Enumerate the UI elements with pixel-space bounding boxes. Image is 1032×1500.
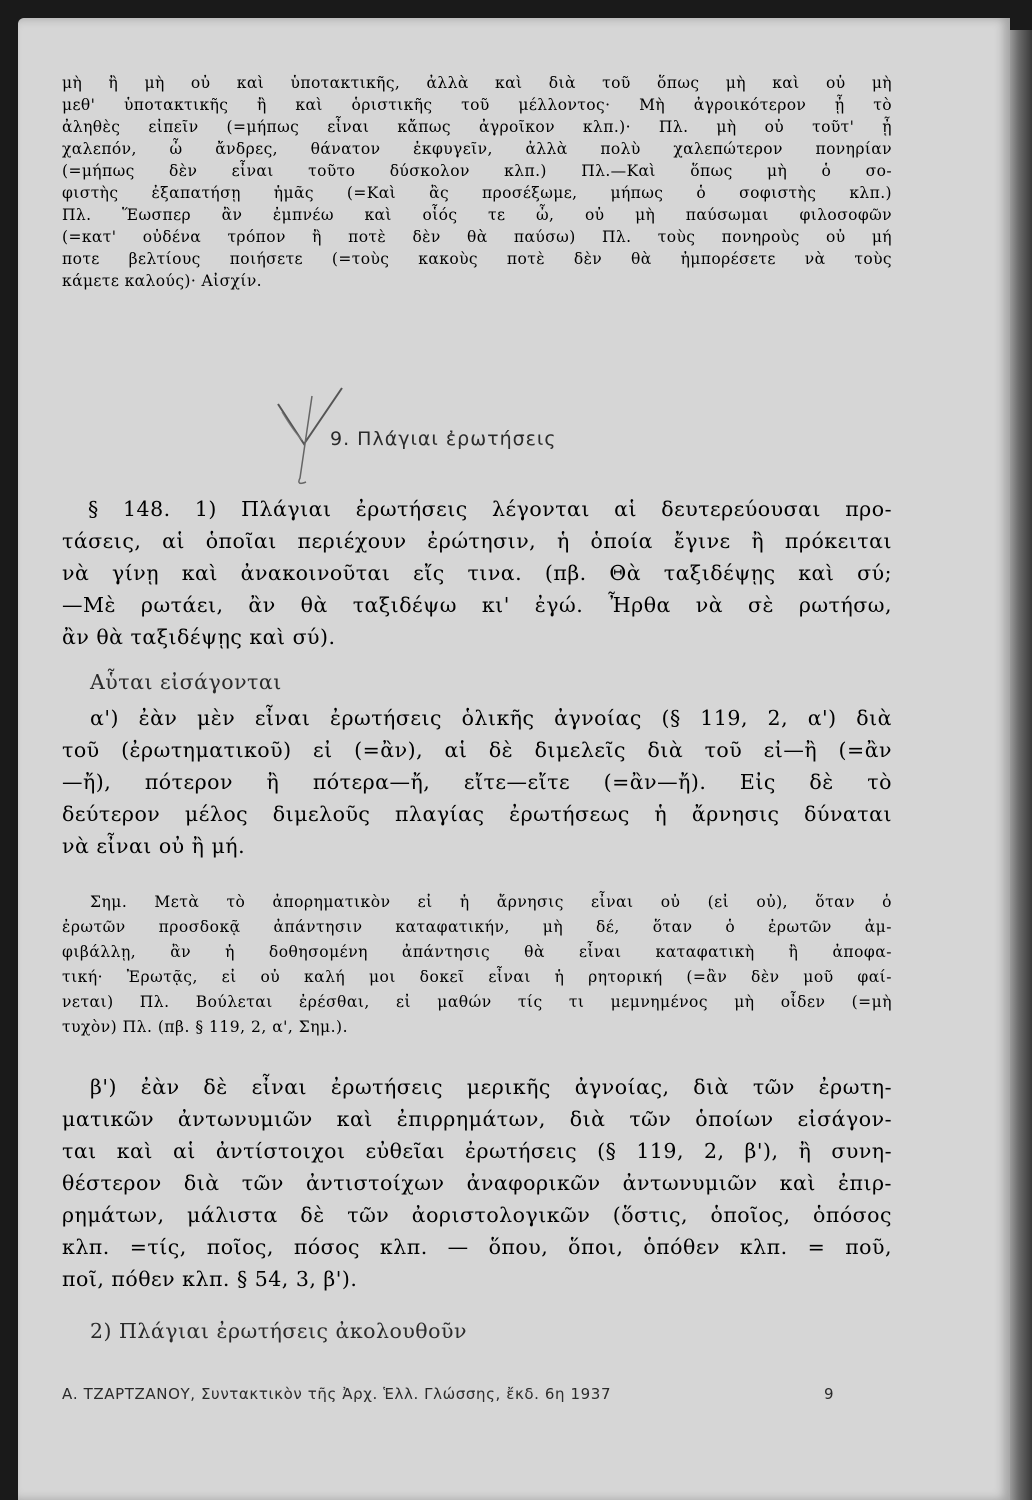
text-line: ποῖ, πόθεν κλπ. § 54, 3, β'). [62,1267,358,1291]
section-148-paragraph [62,493,892,653]
text-line: Σημ. Μετὰ τὸ ἀπορηματικὸν εἰ ἡ ἄρνησις εἶναι οὐ (εἰ οὐ), ὅταν ὁ [90,893,892,911]
text-line: ται καὶ αἱ ἀντίστοιχοι εὐθεῖαι ἐρωτήσεις (§ 119, 2, β'), ἢ συνη- [62,1139,892,1163]
intro-line: Αὗται εἰσάγονται [90,670,282,694]
top-paragraph [62,72,892,292]
text-line: μεθ' ὑποτακτικῆς ἢ καὶ ὁριστικῆς τοῦ μέλλοντος· Μὴ ἀγροικότερον ᾖ τὸ [62,96,892,114]
point-a-paragraph [62,702,892,862]
text-line: φιστὴς ἐξαπατήσῃ ἡμᾶς (=Καὶ ἂς προσέξωμε, μήπως ὁ σοφιστὴς κλπ.) [62,184,892,202]
text-line: τάσεις, αἱ ὁποῖαι περιέχουν ἐρώτησιν, ἡ ὁποία ἔγινε ἢ πρόκειται [62,529,892,553]
text-line: β') ἐὰν δὲ εἶναι ἐρωτήσεις μερικῆς ἀγνοίας, διὰ τῶν ἐρωτη- [90,1075,892,1099]
text-line: (=μήπως δὲν εἶναι τοῦτο δύσκολον κλπ.) Πλ.—Καὶ ὅπως μὴ ὁ σο- [62,162,892,180]
text-line: α') ἐὰν μὲν εἶναι ἐρωτήσεις ὁλικῆς ἀγνοίας (§ 119, 2, α') διὰ [90,706,892,730]
point-b-paragraph [62,1071,892,1295]
text-line: (=κατ' οὐδένα τρόπον ἢ ποτὲ δὲν θὰ παύσω) Πλ. τοὺς πονηροὺς οὐ μή [62,228,892,246]
text-line: —Μὲ ρωτάει, ἂν θὰ ταξιδέψω κι' ἐγώ. Ἦρθα νὰ σὲ ρωτήσω, [62,593,892,617]
page-edge [1010,30,1032,1500]
text-line: νεται) Πλ. Βούλεται ἐρέσθαι, εἰ μαθών τίς τι μεμνημένος μὴ οἶδεν (=μὴ [62,993,892,1011]
text-line: δεύτερον μέλος διμελοῦς πλαγίας ἐρωτήσεως ἡ ἄρνησις δύναται [62,802,892,826]
text-line: κάμετε καλούς)· Αἰσχίν. [62,272,262,290]
text-line: χαλεπόν, ὦ ἄνδρες, θάνατον ἐκφυγεῖν, ἀλλὰ πολὺ χαλεπώτερον πονηρίαν [62,140,892,158]
text-line: κλπ. =τίς, ποῖος, πόσος κλπ. — ὅπου, ὅποι, ὁπόθεν κλπ. = ποῦ, [62,1235,892,1259]
footer [62,1385,852,1403]
text-line: τοῦ (ἐρωτηματικοῦ) εἰ (=ἂν), αἱ δὲ διμελεῖς διὰ τοῦ εἰ—ἢ (=ἂν [62,738,892,762]
text-line: ἀληθὲς εἰπεῖν (=μήπως εἶναι κἄπως ἀγροῖκον κλπ.)· Πλ. μὴ οὐ τοῦτ' ᾖ [62,118,892,136]
text-line: θέστερον διὰ τῶν ἀντιστοίχων ἀναφορικῶν ἀντωνυμιῶν καὶ ἐπιρ- [62,1171,892,1195]
text-line: —ἤ), πότερον ἢ πότερα—ἤ, εἴτε—εἴτε (=ἂν—ἤ). Εἰς δὲ τὸ [62,770,892,794]
text-line: μὴ ἢ μὴ οὐ καὶ ὑποτακτικῆς, ἀλλὰ καὶ διὰ τοῦ ὅπως μὴ καὶ οὐ μὴ [62,74,892,92]
text-line: ἐρωτῶν προσδοκᾷ ἀπάντησιν καταφατικήν, μὴ δέ, ὅταν ὁ ἐρωτῶν ἀμ- [62,918,892,936]
page-number: 9 [824,1385,835,1403]
text-line: ρημάτων, μάλιστα δὲ τῶν ἀοριστολογικῶν (ὅστις, ὁποῖος, ὁπόσος [62,1203,892,1227]
text-line: Πλ. Ἕωσπερ ἂν ἐμπνέω καὶ οἷός τε ὦ, οὐ μὴ παύσωμαι φιλοσοφῶν [62,206,892,224]
text-line: ποτε βελτίους ποιήσετε (=τοὺς κακοὺς ποτὲ δὲν θὰ ἠμπορέσετε νὰ τοὺς [62,250,892,268]
note-paragraph [62,890,892,1040]
text-line: τυχὸν) Πλ. (πβ. § 119, 2, α', Σημ.). [62,1018,348,1036]
text-line: ματικῶν ἀντωνυμιῶν καὶ ἐπιρρημάτων, διὰ τῶν ὁποίων εἰσάγον- [62,1107,892,1131]
point-2-line: 2) Πλάγιαι ἐρωτήσεις ἀκολουθοῦν [90,1319,467,1343]
text-line: φιβάλλῃ, ἂν ἡ δοθησομένη ἀπάντησις θὰ εἶναι καταφατικὴ ἢ ἀποφα- [62,943,892,961]
text-line: νὰ γίνῃ καὶ ἀνακοινοῦται εἴς τινα. (πβ. Θὰ ταξιδέψῃς καὶ σύ; [62,561,892,585]
section-heading: 9. Πλάγιαι ἐρωτήσεις [330,428,557,450]
text-line: ἂν θὰ ταξιδέψῃς καὶ σύ). [62,625,336,649]
footer-citation: Α. ΤΖΑΡΤΖΑΝΟΥ, Συντακτικὸν τῆς Ἀρχ. Ἑλλ. Γλώσσης, ἔκδ. 6η 1937 [62,1385,612,1403]
text-line: νὰ εἶναι οὐ ἢ μή. [62,834,246,858]
text-line: τική· Ἐρωτᾷς, εἰ οὐ καλή μοι δοκεῖ εἶναι ἡ ρητορική (=ἂν δὲν μοῦ φαί- [62,968,892,986]
text-line: § 148. 1) Πλάγιαι ἐρωτήσεις λέγονται αἱ δευτερεύουσαι προ- [88,497,892,521]
